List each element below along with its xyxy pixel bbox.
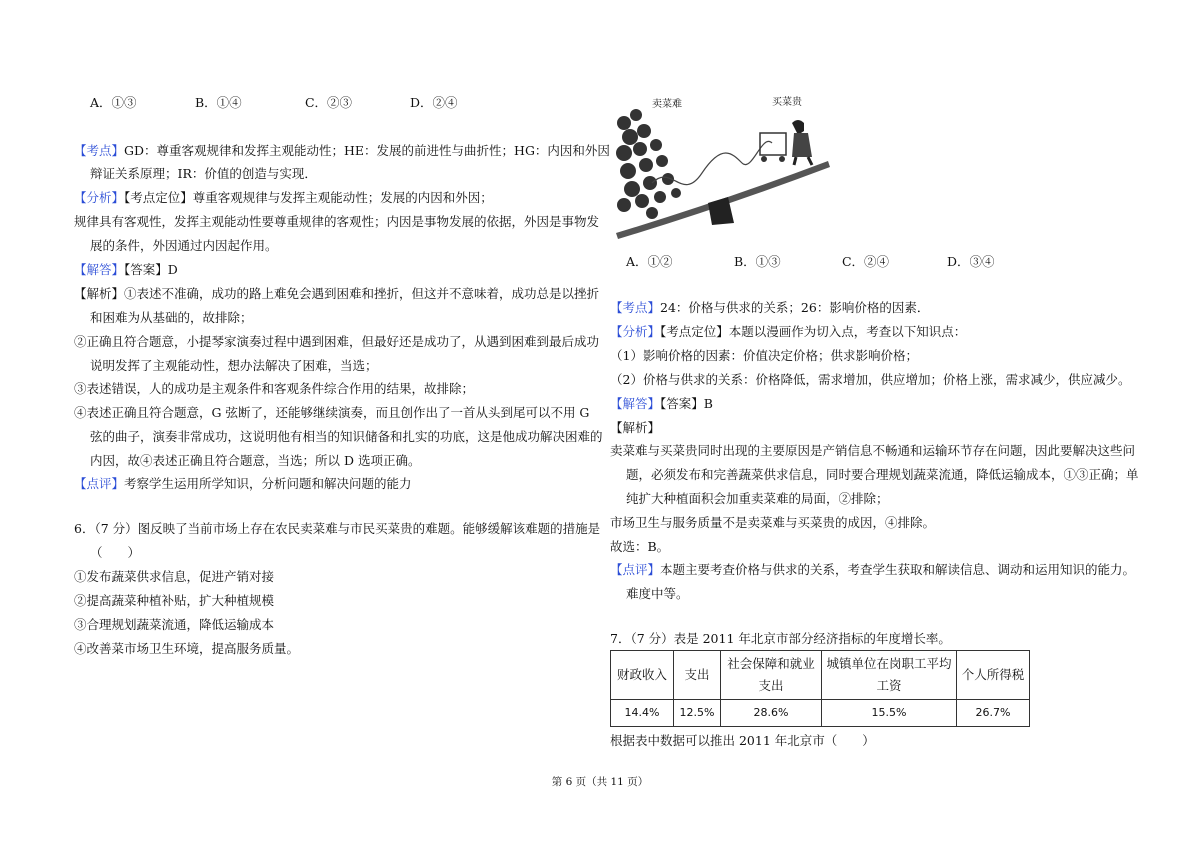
q7-stem: 7．（7 分）表是 2011 年北京市部分经济指标的年度增长率。 xyxy=(610,631,951,646)
page-footer: 第 6 页（共 11 页） xyxy=(551,776,649,788)
kaodian-line-2: 辩证关系原理；IR：价值的创造与实现． xyxy=(90,166,317,181)
r-jieda-tag: 【解答】 xyxy=(610,396,661,411)
table-cell: 14.4% xyxy=(611,700,674,727)
q6-option-b[interactable]: B．①③ xyxy=(733,254,781,269)
r-dianping-line xyxy=(610,562,1135,578)
r-jiexi-line-1: 【解析】 xyxy=(610,420,661,435)
table-cell: 15.5% xyxy=(822,700,957,727)
jiexi-line-8: 内因，故④表述正确且符合题意，当选；所以 D 选项正确。 xyxy=(90,453,421,468)
fenxi-line-2: 规律具有客观性，发挥主观能动性要尊重规律的客观性；内因是事物发展的依据，外因是事物发 xyxy=(74,214,600,229)
r-fenxi-line-1 xyxy=(610,324,966,340)
jiexi-line-2: 和困难为从基础的，故排除； xyxy=(90,310,253,325)
vegetable-pile-icon xyxy=(616,109,681,219)
fenxi-text: 【考点定位】尊重客观规律与发挥主观能动性；发展的内因和外因； xyxy=(124,190,493,205)
q6-item-3: ③合理规划蔬菜流通，降低运输成本 xyxy=(74,617,275,632)
r-jieda-line xyxy=(610,396,713,412)
table-cell: 28.6% xyxy=(721,700,822,727)
r-jieda-answer: 【答案】B xyxy=(660,396,713,411)
cartoon-seesaw-image xyxy=(612,93,844,245)
table-cell: 12.5% xyxy=(674,700,721,727)
q5-option-a[interactable]: A．①③ xyxy=(90,95,137,110)
dianping-line xyxy=(74,476,412,492)
jieda-line xyxy=(74,262,178,278)
cartoon-left-label: 卖菜难 xyxy=(652,99,682,110)
q6-options xyxy=(626,254,994,270)
table-cell: 26.7% xyxy=(957,700,1030,727)
jiexi-line-3: ②正确且符合题意，小提琴家演奏过程中遇到困难，但最好还是成功了，从遇到困难到最后成功 xyxy=(74,334,600,349)
q6-option-c[interactable]: C．②④ xyxy=(841,254,890,269)
r-kaodian-tag: 【考点】 xyxy=(610,300,661,315)
economic-indicators-table xyxy=(610,650,1030,727)
r-dianping-text: 本题主要考查价格与供求的关系，考查学生获取和解读信息、调动和运用知识的能力。 xyxy=(660,562,1136,577)
r-fenxi-line-2: （1）影响价格的因素：价值决定价格；供求影响价格； xyxy=(610,348,918,363)
kaodian-line-1 xyxy=(74,143,610,159)
table-header-cell: 个人所得税 xyxy=(957,651,1030,700)
r-fenxi-tag: 【分析】 xyxy=(610,324,661,339)
table-row xyxy=(611,700,1030,727)
r-kaodian-text: 24：价格与供求的关系；26：影响价格的因素． xyxy=(660,300,930,315)
q7-question: 根据表中数据可以推出 2011 年北京市（ ） xyxy=(610,733,875,748)
q6-item-4: ④改善菜市场卫生环境，提高服务质量。 xyxy=(74,641,300,656)
cartoon-right-label: 买菜贵 xyxy=(772,97,802,108)
q5-option-b[interactable]: B．①④ xyxy=(194,95,242,110)
q6-item-1: ①发布蔬菜供求信息，促进产销对接 xyxy=(74,569,275,584)
r-jiexi-line-2: 卖菜难与买菜贵同时出现的主要原因是产销信息不畅通和运输环节存在问题，因此要解决这些问 xyxy=(610,443,1136,458)
jieda-tag: 【解答】 xyxy=(74,262,125,277)
r-dianping-tag: 【点评】 xyxy=(610,562,661,577)
dianping-text: 考察学生运用所学知识，分析问题和解决问题的能力 xyxy=(124,476,412,491)
table-header-cell: 支出 xyxy=(674,651,721,700)
r-jiexi-line-4: 纯扩大种植面积会加重卖菜难的局面，②排除； xyxy=(626,491,889,506)
q5-options xyxy=(90,95,457,111)
jiexi-line-5: ③表述错误，人的成功是主观条件和客观条件综合作用的结果，故排除； xyxy=(74,381,475,396)
r-jiexi-line-6: 故选：B。 xyxy=(610,539,670,554)
jieda-answer: 【答案】D xyxy=(124,262,178,277)
q6-item-2: ②提高蔬菜种植补贴，扩大种植规模 xyxy=(74,593,275,608)
table-header-cell: 财政收入 xyxy=(611,651,674,700)
wavy-path xyxy=(652,141,772,184)
r-fenxi-line-3: （2）价格与供求的关系：价格降低，需求增加，供应增加；价格上涨，需求减少，供应减少。 xyxy=(610,372,1131,387)
q6-stem-2: （ ） xyxy=(90,545,141,560)
q6-stem-1: 6．（7 分）图反映了当前市场上存在农民卖菜难与市民买菜贵的难题。能够缓解该难题的措施是 xyxy=(74,521,601,536)
table-header-cell: 社会保障和就业支出 xyxy=(721,651,822,700)
fenxi-line-3: 展的条件，外因通过内因起作用。 xyxy=(90,238,278,253)
fenxi-tag: 【分析】 xyxy=(74,190,125,205)
jiexi-line-4: 说明发挥了主观能动性，想办法解决了困难，当选； xyxy=(90,358,378,373)
kaodian-tag: 【考点】 xyxy=(74,143,125,158)
r-fenxi-text: 【考点定位】本题以漫画作为切入点，考查以下知识点： xyxy=(660,324,967,339)
q6-option-a[interactable]: A．①② xyxy=(626,254,673,269)
jiexi-line-7: 弦的曲子，演奏非常成功，这说明他有相当的知识储备和扎实的功底，这是他成功解决困难的 xyxy=(90,429,603,444)
table-header-cell: 城镇单位在岗职工平均工资 xyxy=(822,651,957,700)
r-dianping-line-2: 难度中等。 xyxy=(626,586,689,601)
r-jiexi-line-5: 市场卫生与服务质量不是卖菜难与买菜贵的成因，④排除。 xyxy=(610,515,936,530)
table-header-row xyxy=(611,651,1030,700)
shopper-figure-icon xyxy=(760,120,812,165)
jiexi-line-6: ④表述正确且符合题意，G 弦断了，还能够继续演奏，而且创作出了一首从头到尾可以不用 G xyxy=(74,405,590,420)
r-jiexi-line-3: 题，必须发布和完善蔬菜供求信息，同时要合理规划蔬菜流通，降低运输成本，①③正确；单 xyxy=(626,467,1139,482)
jiexi-line-1: 【解析】①表述不准确，成功的路上难免会遇到困难和挫折，但这并不意味着，成功总是以挫折 xyxy=(74,286,600,301)
q5-option-c[interactable]: C．②③ xyxy=(304,95,353,110)
q5-option-d[interactable]: D．②④ xyxy=(409,95,458,110)
kaodian-text: GD：尊重客观规律和发挥主观能动性；HE：发展的前进性与曲折性；HG：内因和外因 xyxy=(124,143,610,158)
dianping-tag: 【点评】 xyxy=(74,476,125,491)
q6-option-d[interactable]: D．③④ xyxy=(946,254,995,269)
fenxi-line-1 xyxy=(74,190,493,206)
r-kaodian-line xyxy=(610,300,929,316)
